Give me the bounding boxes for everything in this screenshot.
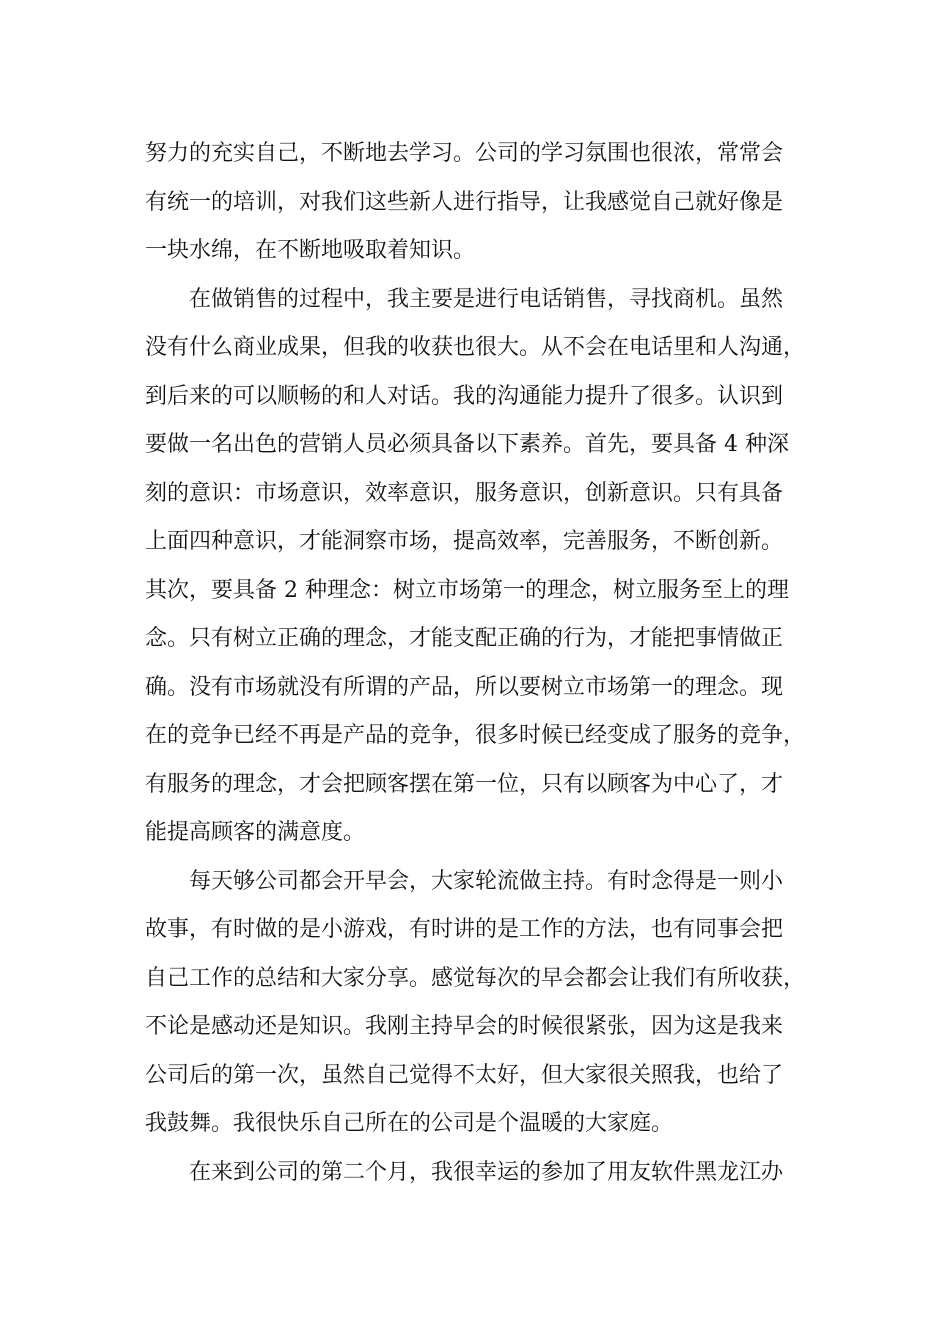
body-text [145,130,805,1197]
text-line: 在来到公司的第二个月，我很幸运的参加了用友软件黑龙江办 [145,1159,784,1185]
text-line: 在做销售的过程中，我主要是进行电话销售，寻找商机。虽然 [145,286,784,312]
text-line: 公司后的第一次，虽然自己觉得不太好，但大家很关照我，也给了 [145,1062,784,1088]
text-line: 努力的充实自己，不断地去学习。公司的学习氛围也很浓，常常会 [145,141,784,166]
text-line: 自己工作的总结和大家分享。感觉每次的早会都会让我们有所收获， [145,965,805,991]
text-line: 没有什么商业成果，但我的收获也很大。从不会在电话里和人沟通， [145,335,805,360]
text-line: 在的竞争已经不再是产品的竞争，很多时候已经变成了服务的竞争， [145,723,805,748]
text-line: 念。只有树立正确的理念，才能支配正确的行为，才能把事情做正 [145,626,784,651]
text-line: 不论是感动还是知识。我刚主持早会的时候很紧张，因为这是我来 [145,1014,784,1039]
text-line: 我鼓舞。我很快乐自己所在的公司是个温暖的大家庭。 [145,1111,674,1136]
text-line: 上面四种意识，才能洞察市场，提高效率，完善服务，不断创新。 [145,529,784,554]
text-line: 刻的意识：市场意识，效率意识，服务意识，创新意识。只有具备 [145,480,784,506]
text-line: 有服务的理念，才会把顾客摆在第一位，只有以顾客为中心了，才 [145,771,784,797]
text-line: 其次，要具备 2 种理念：树立市场第一的理念，树立服务至上的理 [145,577,789,603]
text-line: 故事，有时做的是小游戏，有时讲的是工作的方法，也有同事会把 [145,917,784,942]
text-line: 能提高顾客的满意度。 [145,820,366,845]
text-line: 确。没有市场就没有所谓的产品，所以要树立市场第一的理念。现 [145,674,784,700]
text-line: 每天够公司都会开早会，大家轮流做主持。有时念得是一则小 [145,868,784,894]
text-line: 要做一名出色的营销人员必须具备以下素养。首先，要具备 4 种深 [145,432,789,457]
text-line: 有统一的培训，对我们这些新人进行指导，让我感觉自己就好像是 [145,189,784,215]
text-line: 到后来的可以顺畅的和人对话。我的沟通能力提升了很多。认识到 [145,383,784,409]
text-line: 一块水绵，在不断地吸取着知识。 [145,238,476,263]
